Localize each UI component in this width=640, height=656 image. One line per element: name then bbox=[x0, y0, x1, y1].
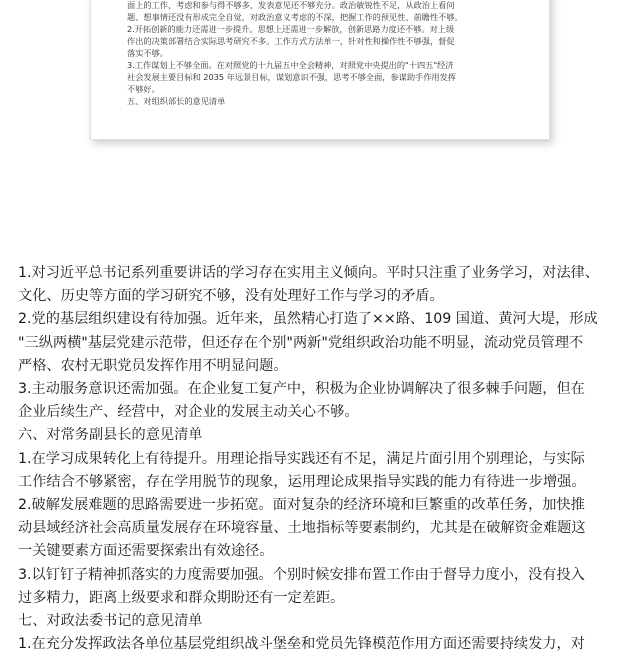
document-body bbox=[18, 262, 624, 656]
preview-line: 社会发展主要目标和 2035 年远景目标，谋划意识不强，思考不够全面，参谋助手作用发挥 bbox=[127, 72, 456, 82]
body-line: 1.在学习成果转化上有待提升。用理论指导实践还有不足，满足片面引用个别理论，与实际 bbox=[18, 450, 585, 467]
body-line: 3.以钉钉子精神抓落实的力度需要加强。个别时候安排布置工作由于督导力度小，没有投入 bbox=[18, 566, 585, 583]
body-line: 企业后续生产、经营中，对企业的发展主动关心不够。 bbox=[18, 404, 359, 421]
body-line: 2.党的基层组织建设有待加强。近年来，虽然精心打造了××路、109 国道、黄河大堤，形成 bbox=[18, 311, 598, 328]
preview-line: 作出的决策部署结合实际思考研究不多。工作方式方法单一，针对性和操作性不够强，督促 bbox=[127, 36, 455, 46]
preview-line: 不够好。 bbox=[127, 84, 160, 94]
body-line: "三纵两横"基层党建示范带，但还存在个别"两新"党组织政治功能不明显，流动党员管理不 bbox=[18, 334, 584, 351]
section-heading: 六、对常务副县长的意见清单 bbox=[18, 427, 203, 444]
body-line: 一关键要素方面还需要探索出有效途径。 bbox=[18, 543, 274, 560]
preview-line: 落实不够。 bbox=[127, 48, 168, 58]
body-line: 文化、历史等方面的学习研究不够，没有处理好工作与学习的矛盾。 bbox=[18, 288, 444, 305]
body-line: 工作结合不够紧密，存在学用脱节的现象，运用理论成果指导实践的能力有待进一步增强。 bbox=[18, 473, 586, 490]
body-line: 过多精力，距离上级要求和群众期盼还有一定差距。 bbox=[18, 589, 345, 606]
body-line: 严格、农村无职党员发挥作用不明显问题。 bbox=[18, 357, 288, 374]
body-line: 1.在充分发挥政法各单位基层党组织战斗堡垒和党员先锋模范作用方面还需要持续发力，对 bbox=[18, 636, 585, 653]
preview-section-heading: 五、对组织部长的意见清单 bbox=[127, 96, 226, 106]
preview-line: 2.开拓创新的能力还需进一步提升。思想上还需进一步解放，创新思路力度还不够。对上级 bbox=[127, 24, 455, 34]
body-line: 2.破解发展难题的思路需要进一步拓宽。面对复杂的经济环境和巨繁重的改革任务，加快推 bbox=[18, 497, 585, 514]
preview-line: 题、想事情还没有形成完全自觉，对政治意义考虑的不深，把握工作的预见性、前瞻性不够。 bbox=[127, 12, 463, 22]
preview-text-block bbox=[127, 0, 517, 107]
preview-line: 3.工作谋划上不够全面。在对照党的十九届五中全会精神，对照党中央提出的"十四五"经济 bbox=[127, 60, 454, 70]
section-heading: 七、对政法委书记的意见清单 bbox=[18, 613, 203, 630]
preview-line: 面上的工作，考虑和参与得不够多，发表意见还不够充分。政治敏锐性不足，从政治上看问 bbox=[127, 0, 455, 10]
body-line: 1.对习近平总书记系列重要讲话的学习存在实用主义倾向。平时只注重了业务学习，对法律、 bbox=[18, 265, 600, 281]
body-line: 3.主动服务意识还需加强。在企业复工复产中，积极为企业协调解决了很多棘手问题，但在 bbox=[18, 381, 585, 398]
body-line: 动县域经济社会高质量发展存在环境容量、土地指标等要素制约，尤其是在破解资金难题这 bbox=[18, 520, 586, 537]
document-preview-page bbox=[90, 0, 550, 140]
